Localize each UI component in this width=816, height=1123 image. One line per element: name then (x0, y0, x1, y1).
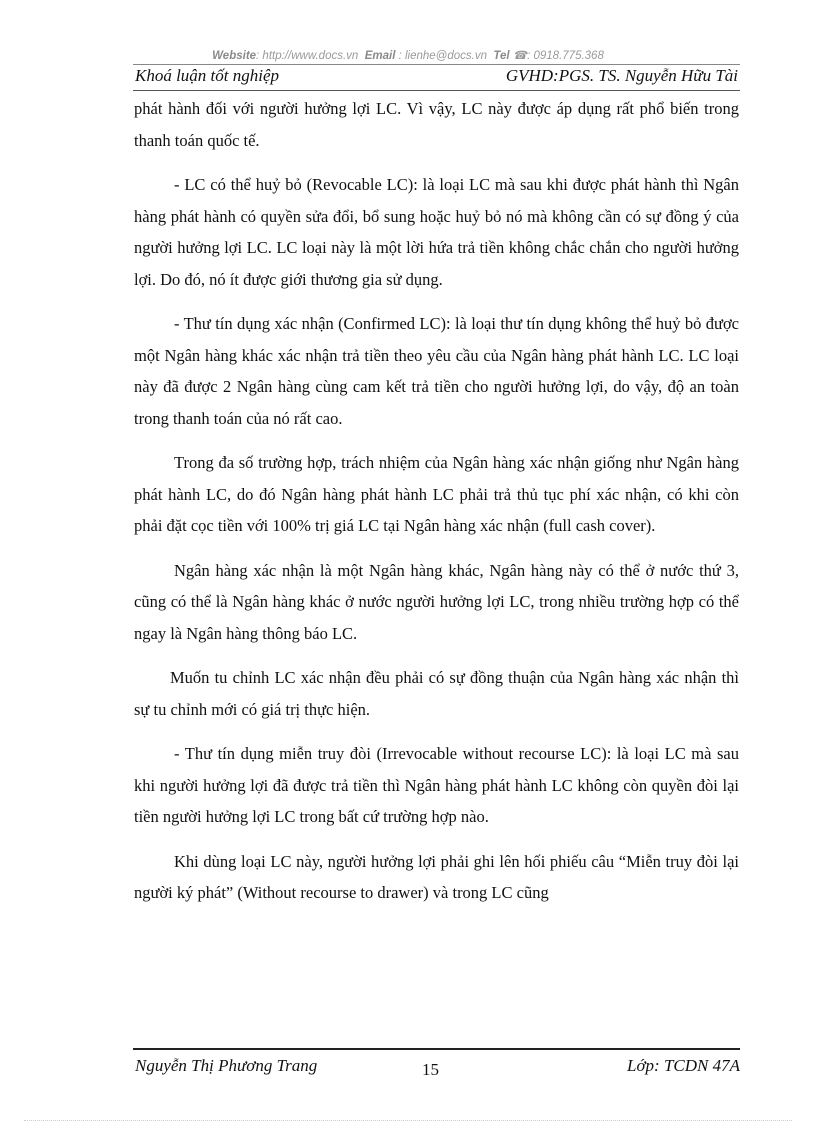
email-label: Email (364, 50, 396, 62)
paragraph: Trong đa số trường hợp, trách nhiệm của Ngân hàng xác nhận giống như Ngân hàng phát hành LC, do đó Ngân hàng phát hành LC phải trả thủ tục phí xác nhận, có khi còn phải đặt cọc tiền với 100% trị giá LC tại Ngân hàng xác nhận (full cash cover). (134, 453, 739, 535)
email-value: : lienhe@docs.vn (395, 50, 487, 62)
website-line (0, 48, 816, 62)
website-label: Website (212, 50, 257, 62)
website-value: : http://www.docs.vn (256, 50, 359, 62)
paragraph: phát hành đối với người hưởng lợi LC. Vì vậy, LC này được áp dụng rất phổ biến trong thanh toán quốc tế. (134, 99, 739, 150)
header-top-rule (133, 64, 740, 65)
paragraph: - Thư tín dụng xác nhận (Confirmed LC): là loại thư tín dụng không thể huỷ bỏ được một Ngân hàng khác xác nhận trả tiền theo yêu cầu của Ngân hàng phát hành LC. LC loại này đã được 2 Ngân hàng cùng cam kết trả tiền cho người hưởng lợi, do vậy, độ an toàn trong thanh toán của nó rất cao. (134, 314, 739, 428)
footer-rule (133, 1048, 740, 1050)
tel-label: Tel (493, 50, 510, 62)
page-footer (133, 1054, 740, 1078)
tel-value: ☎: 0918.775.368 (512, 50, 604, 62)
page-number: 15 (422, 1060, 439, 1079)
header-bottom-rule (133, 90, 740, 91)
header-supervisor: GVHD:PGS. TS. Nguyễn Hữu Tài (505, 66, 738, 85)
paragraph: Ngân hàng xác nhận là một Ngân hàng khác, Ngân hàng này có thể ở nước thứ 3, cũng có thể là Ngân hàng khác ở nước người hưởng lợi LC, trong nhiều trường hợp có thể ngay là Ngân hàng thông báo LC. (134, 560, 739, 643)
footer-author: Nguyễn Thị Phương Trang (135, 1056, 318, 1075)
document-body (134, 93, 739, 922)
footer-class: Lớp: TCDN 47A (627, 1056, 740, 1075)
page-header (133, 66, 740, 88)
paragraph: - Thư tín dụng miễn truy đòi (Irrevocable without recourse LC): là loại LC mà sau khi người hưởng lợi đã được trả tiền thì Ngân hàng phát hành LC không còn quyền đòi lại tiền người hưởng lợi LC trong bất cứ trường hợp nào. (134, 744, 739, 826)
paragraph: Khi dùng loại LC này, người hưởng lợi phải ghi lên hối phiếu câu “Miễn truy đòi lại người ký phát” (Without recourse to drawer) và trong LC cũng (134, 851, 739, 902)
paragraph: - LC có thể huỷ bỏ (Revocable LC): là loại LC mà sau khi được phát hành thì Ngân hàng phát hành có quyền sửa đổi, bổ sung hoặc huỷ bỏ nó mà không cần có sự đồng ý của người hưởng lợi LC. LC loại này là một lời hứa trả tiền không chắc chắn cho người hưởng lợi. Do đó, nó ít được giới thương gia sử dụng. (134, 175, 739, 289)
page-edge-divider (24, 1120, 792, 1121)
header-thesis-title: Khoá luận tốt nghiệp (135, 66, 280, 85)
paragraph: Muốn tu chỉnh LC xác nhận đều phải có sự đồng thuận của Ngân hàng xác nhận thì sự tu chỉnh mới có giá trị thực hiện. (134, 668, 739, 719)
